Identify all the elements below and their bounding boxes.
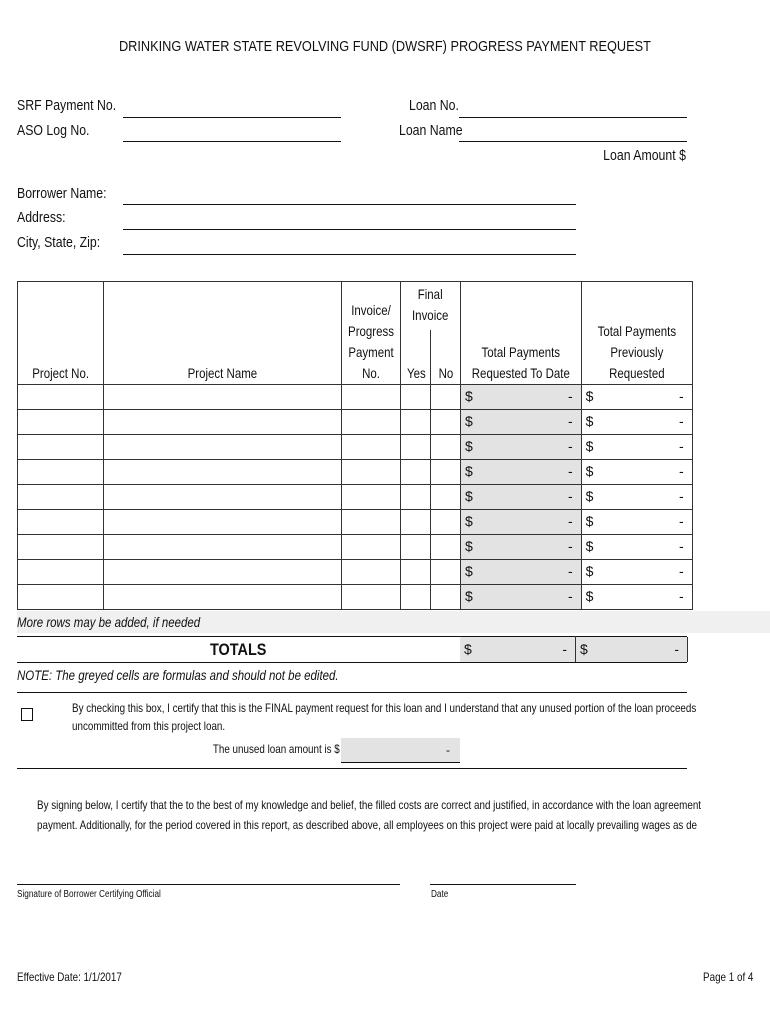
loan-name-label: Loan Name <box>399 122 463 139</box>
city-state-zip-label: City, State, Zip: <box>17 234 101 251</box>
table-row <box>18 385 693 410</box>
sign-cert-text-1: By signing below, I certify that the to the best of my knowledge and belief, the filled costs are correct and justified, in accordance with the loan agreement <box>37 798 702 812</box>
previously-requested-cell: $ - <box>581 410 692 435</box>
totals-label: TOTALS <box>210 640 267 659</box>
final-no-cell[interactable] <box>431 510 461 535</box>
project-no-cell[interactable] <box>18 385 104 410</box>
final-cert-text-1: By checking this box, I certify that this is the FINAL payment request for this loan and I understand that any unused portion of the loan proceeds <box>72 701 697 715</box>
invoice-no-cell[interactable] <box>342 585 401 610</box>
project-no-cell[interactable] <box>18 485 104 510</box>
table-row <box>18 560 693 585</box>
invoice-no-cell[interactable] <box>342 385 401 410</box>
srf-payment-no-field[interactable] <box>123 117 341 118</box>
invoice-no-cell[interactable] <box>342 435 401 460</box>
table-row <box>18 510 693 535</box>
final-yes-cell[interactable] <box>401 510 431 535</box>
page-title: DRINKING WATER STATE REVOLVING FUND (DWSRF) PROGRESS PAYMENT REQUEST <box>118 38 651 55</box>
col-final-invoice: Final Invoice Yes No <box>401 282 461 385</box>
final-no-cell[interactable] <box>431 585 461 610</box>
final-yes-cell[interactable] <box>401 560 431 585</box>
final-no-cell[interactable] <box>431 385 461 410</box>
project-no-cell[interactable] <box>18 585 104 610</box>
borrower-name-label: Borrower Name: <box>17 185 107 202</box>
final-no-cell[interactable] <box>431 560 461 585</box>
invoice-no-cell[interactable] <box>342 410 401 435</box>
final-no-cell[interactable] <box>431 460 461 485</box>
total-requested-cell: $ - <box>460 637 575 662</box>
project-no-cell[interactable] <box>18 510 104 535</box>
requested-to-date-cell: $ - <box>461 460 582 485</box>
final-yes-cell[interactable] <box>401 535 431 560</box>
table-row <box>18 535 693 560</box>
project-name-cell[interactable] <box>104 385 342 410</box>
final-no-cell[interactable] <box>431 410 461 435</box>
loan-no-label: Loan No. <box>409 97 459 114</box>
total-previous-cell: $ - <box>576 637 688 662</box>
requested-to-date-cell: $ - <box>461 560 582 585</box>
previously-requested-cell: $ - <box>581 385 692 410</box>
col-no: No <box>438 365 454 381</box>
previously-requested-cell: $ - <box>581 535 692 560</box>
date-line[interactable] <box>430 884 576 885</box>
final-yes-cell[interactable] <box>401 585 431 610</box>
invoice-no-cell[interactable] <box>342 485 401 510</box>
page-number: Page 1 of 4 <box>702 970 753 984</box>
project-no-cell[interactable] <box>18 535 104 560</box>
effective-date: Effective Date: 1/1/2017 <box>17 970 122 984</box>
totals-row <box>17 636 687 663</box>
project-name-cell[interactable] <box>104 485 342 510</box>
project-name-cell[interactable] <box>104 435 342 460</box>
col-project-no: Project No. <box>18 282 104 385</box>
address-field[interactable] <box>123 229 576 230</box>
project-no-cell[interactable] <box>18 560 104 585</box>
requested-to-date-cell: $ - <box>461 585 582 610</box>
final-no-cell[interactable] <box>431 435 461 460</box>
project-name-cell[interactable] <box>104 410 342 435</box>
requested-to-date-cell: $ - <box>461 435 582 460</box>
table-row <box>18 435 693 460</box>
date-label: Date <box>431 889 449 900</box>
aso-log-no-label: ASO Log No. <box>17 122 90 139</box>
aso-log-no-field[interactable] <box>123 141 341 142</box>
col-total-requested: Total Payments Requested To Date <box>461 282 582 385</box>
invoice-no-cell[interactable] <box>342 560 401 585</box>
project-name-cell[interactable] <box>104 460 342 485</box>
city-state-zip-field[interactable] <box>123 254 576 255</box>
final-yes-cell[interactable] <box>401 485 431 510</box>
address-label: Address: <box>17 209 66 226</box>
final-payment-checkbox[interactable] <box>21 708 33 721</box>
project-name-cell[interactable] <box>104 585 342 610</box>
loan-amount-label: Loan Amount $ <box>603 147 686 164</box>
col-yes: Yes <box>406 365 426 381</box>
invoice-no-cell[interactable] <box>342 535 401 560</box>
previously-requested-cell: $ - <box>581 460 692 485</box>
requested-to-date-cell: $ - <box>461 535 582 560</box>
final-cert-text-2: uncommitted from this project loan. <box>72 719 226 733</box>
more-rows-note: More rows may be added, if needed <box>17 614 201 630</box>
project-no-cell[interactable] <box>18 435 104 460</box>
previously-requested-cell: $ - <box>581 510 692 535</box>
grey-cells-note: NOTE: The greyed cells are formulas and should not be edited. <box>17 667 339 683</box>
final-yes-cell[interactable] <box>401 435 431 460</box>
table-row <box>18 460 693 485</box>
signature-label: Signature of Borrower Certifying Official <box>17 889 161 900</box>
previously-requested-cell: $ - <box>581 585 692 610</box>
invoice-no-cell[interactable] <box>342 460 401 485</box>
invoice-no-cell[interactable] <box>342 510 401 535</box>
final-yes-cell[interactable] <box>401 410 431 435</box>
col-invoice-no: Invoice/ Progress Payment No. <box>342 282 401 385</box>
borrower-name-field[interactable] <box>123 204 576 205</box>
final-yes-cell[interactable] <box>401 460 431 485</box>
loan-no-field[interactable] <box>459 117 687 118</box>
payment-table <box>17 281 693 610</box>
project-name-cell[interactable] <box>104 535 342 560</box>
requested-to-date-cell: $ - <box>461 385 582 410</box>
previously-requested-cell: $ - <box>581 485 692 510</box>
project-name-cell[interactable] <box>104 560 342 585</box>
project-no-cell[interactable] <box>18 410 104 435</box>
project-no-cell[interactable] <box>18 460 104 485</box>
previously-requested-cell: $ - <box>581 435 692 460</box>
project-name-cell[interactable] <box>104 510 342 535</box>
table-row <box>18 410 693 435</box>
unused-amount-label: The unused loan amount is $ <box>213 742 340 756</box>
previously-requested-cell: $ - <box>581 560 692 585</box>
sign-cert-text-2: payment. Additionally, for the period covered in this report, as described above, all employees on this project were paid at locally prevailing wages as de <box>37 818 698 832</box>
final-no-cell[interactable] <box>431 535 461 560</box>
requested-to-date-cell: $ - <box>461 410 582 435</box>
requested-to-date-cell: $ - <box>461 510 582 535</box>
table-row <box>18 485 693 510</box>
final-no-cell[interactable] <box>431 485 461 510</box>
requested-to-date-cell: $ - <box>461 485 582 510</box>
final-yes-cell[interactable] <box>401 385 431 410</box>
unused-amount-cell: - <box>341 738 460 763</box>
signature-line[interactable] <box>17 884 400 885</box>
col-project-name: Project Name <box>104 282 342 385</box>
table-row <box>18 585 693 610</box>
col-total-previous: Total Payments Previously Requested <box>581 282 692 385</box>
loan-name-field[interactable] <box>459 141 687 142</box>
srf-payment-no-label: SRF Payment No. <box>17 97 117 114</box>
